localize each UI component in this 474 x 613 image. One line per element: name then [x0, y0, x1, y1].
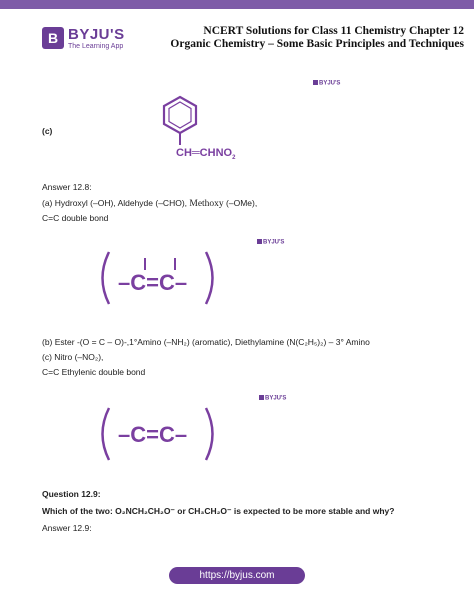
answer-c-line-2: C=C Ethylenic double bond — [42, 367, 146, 377]
watermark-square-icon — [257, 239, 262, 244]
benzene-ring-structure — [160, 95, 200, 145]
watermark-2: BYJU'S — [257, 239, 284, 246]
cc-double-bond-text-2: –C=C– — [118, 422, 188, 447]
top-accent-bar — [0, 0, 474, 9]
logo-name: BYJU'S — [68, 26, 125, 43]
page-title-line2: Organic Chemistry – Some Basic Principles and Techniques — [170, 38, 464, 50]
answer-b-line: (b) Ester -(O = C – O)-,1°Amino (–NH₂) (aromatic), Diethylamine (N(C₂H₅)₂) – 3° Amino — [42, 337, 370, 347]
watermark-1: BYJU'S — [313, 80, 340, 87]
side-chain-formula: $CH═CHNO_2$ — [176, 147, 236, 162]
answer-a-line: (a) Hydroxyl (–OH), Aldehyde (–CHO), Methoxy (–OMe), — [42, 198, 258, 209]
answer-c-line: (c) Nitro (–NO₂), — [42, 352, 104, 362]
answer-12-9-heading: Answer 12.9: — [42, 523, 92, 533]
footer-url-link[interactable]: https://byjus.com — [169, 567, 305, 584]
logo-tagline: The Learning App — [68, 43, 124, 50]
question-12-9-text: Which of the two: O₂NCH₂CH₂O⁻ or CH₃CH₂O⁻ is expected to be more stable and why? — [42, 506, 395, 516]
question-12-9-heading: Question 12.9: — [42, 489, 101, 499]
page-title-line1: NCERT Solutions for Class 11 Chemistry Chapter 12 — [203, 25, 464, 37]
part-c-label: (c) — [42, 126, 53, 136]
watermark-square-icon — [259, 395, 264, 400]
watermark-3: BYJU'S — [259, 395, 286, 402]
byjus-logo-icon: B — [42, 27, 64, 49]
watermark-square-icon — [313, 80, 318, 85]
cc-double-bond-text-1: –C=C– — [118, 270, 188, 295]
answer-a-line-2: C=C double bond — [42, 213, 109, 223]
answer-12-8-heading: Answer 12.8: — [42, 182, 92, 192]
